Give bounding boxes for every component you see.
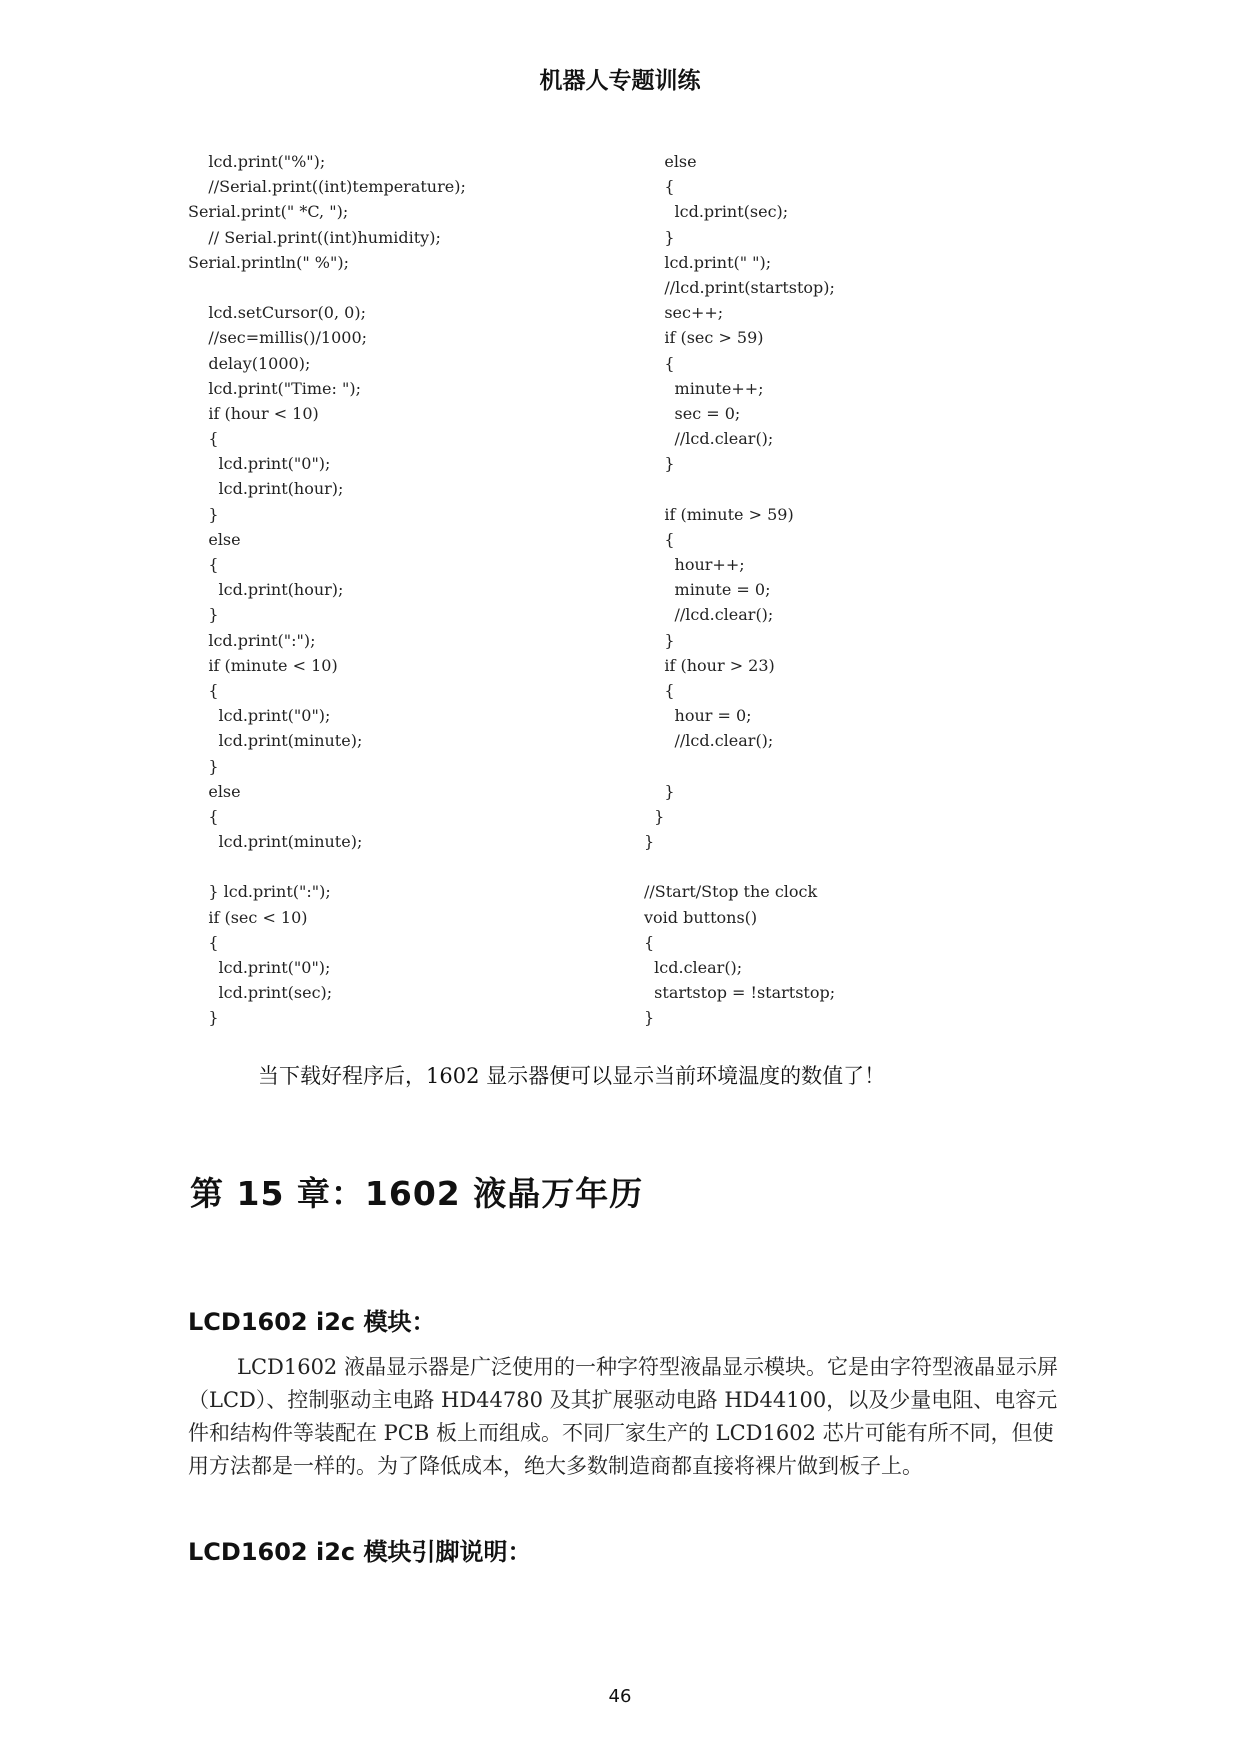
code-line: Serial.println(" %"); bbox=[188, 252, 349, 272]
code-line: void buttons() bbox=[644, 907, 758, 927]
code-line: //Serial.print((int)temperature); bbox=[188, 177, 466, 197]
code-line: lcd.print("Time: "); bbox=[188, 378, 361, 398]
code-line: //lcd.clear(); bbox=[644, 429, 774, 449]
code-line: lcd.print(hour); bbox=[188, 479, 344, 499]
code-line: lcd.print("0"); bbox=[188, 706, 331, 726]
code-line: } bbox=[644, 781, 675, 801]
code-line: if (sec < 10) bbox=[188, 907, 308, 927]
module-description-paragraph: LCD1602 液晶显示器是广泛使用的一种字符型液晶显示模块。它是由字符型液晶显示屏（LCD）、控制驱动主电路 HD44780 及其扩展驱动电路 HD44100，以及少量电阻、电容元件和结构件等装配在 PCB 板上而组成。不同厂家生产的 LCD1602 芯片可能有所不同，但使用方法都是一样的。为了降低成本，绝大多数制造商都直接将裸片做到板子上。 bbox=[188, 1355, 1058, 1478]
code-line: if (sec > 59) bbox=[644, 328, 764, 348]
code-line: delay(1000); bbox=[188, 353, 311, 373]
code-block-right bbox=[644, 149, 835, 1031]
code-line: minute++; bbox=[644, 378, 764, 398]
code-line: else bbox=[644, 152, 697, 171]
code-line: { bbox=[188, 932, 219, 952]
code-line: lcd.print(sec); bbox=[644, 202, 789, 222]
code-line: { bbox=[644, 177, 675, 197]
code-line bbox=[188, 854, 466, 879]
code-line: minute = 0; bbox=[644, 580, 771, 600]
code-line: lcd.setCursor(0, 0); bbox=[188, 303, 366, 323]
code-line: { bbox=[644, 680, 675, 700]
code-line: { bbox=[188, 806, 219, 826]
code-line: lcd.print(hour); bbox=[188, 580, 344, 600]
code-line: //Start/Stop the clock bbox=[644, 882, 818, 902]
code-line: lcd.print(":"); bbox=[188, 630, 316, 650]
code-line: { bbox=[188, 680, 219, 700]
code-line: } bbox=[644, 630, 675, 650]
code-line: { bbox=[188, 555, 219, 574]
code-line: } bbox=[644, 806, 665, 826]
code-block-left bbox=[188, 149, 466, 1031]
code-line: if (minute < 10) bbox=[188, 655, 338, 675]
code-line: { bbox=[644, 353, 675, 373]
code-line bbox=[644, 754, 835, 779]
code-line: hour = 0; bbox=[644, 706, 752, 726]
code-line: } bbox=[188, 504, 219, 524]
code-line: if (hour < 10) bbox=[188, 403, 319, 423]
code-line: if (hour > 23) bbox=[644, 655, 775, 675]
code-line: sec++; bbox=[644, 303, 724, 323]
code-line: } bbox=[644, 454, 675, 474]
code-line: else bbox=[188, 529, 241, 549]
code-line: lcd.print("0"); bbox=[188, 958, 331, 977]
code-line: { bbox=[188, 429, 219, 449]
code-line: } bbox=[188, 1008, 219, 1028]
code-line: //lcd.clear(); bbox=[644, 605, 774, 625]
code-line: lcd.print("%"); bbox=[188, 152, 326, 171]
section-heading-module: LCD1602 i2c 模块： bbox=[188, 1308, 436, 1336]
section-heading-pins: LCD1602 i2c 模块引脚说明： bbox=[188, 1538, 532, 1566]
code-line: } bbox=[644, 832, 655, 852]
code-line: lcd.clear(); bbox=[644, 958, 743, 977]
code-line: //lcd.print(startstop); bbox=[644, 277, 835, 297]
code-line: lcd.print("0"); bbox=[188, 454, 331, 474]
code-line: hour++; bbox=[644, 555, 745, 574]
code-line: } lcd.print(":"); bbox=[188, 882, 331, 902]
code-line: //sec=millis()/1000; bbox=[188, 328, 368, 348]
result-description: 当下载好程序后，1602 显示器便可以显示当前环境温度的数值了！ bbox=[258, 1064, 886, 1088]
code-line: lcd.print(" "); bbox=[644, 252, 772, 272]
code-line: } bbox=[644, 1008, 655, 1028]
code-line: lcd.print(minute); bbox=[188, 832, 363, 852]
page-number: 46 bbox=[608, 1686, 632, 1707]
code-line: if (minute > 59) bbox=[644, 504, 794, 524]
code-line: { bbox=[644, 529, 675, 549]
code-line: startstop = !startstop; bbox=[644, 983, 836, 1003]
code-line bbox=[644, 476, 835, 501]
page-header-title: 机器人专题训练 bbox=[539, 68, 701, 94]
code-line: else bbox=[188, 781, 241, 801]
code-line: } bbox=[644, 227, 675, 247]
code-line: // Serial.print((int)humidity); bbox=[188, 227, 441, 247]
code-line: lcd.print(sec); bbox=[188, 983, 333, 1003]
code-line bbox=[188, 275, 466, 300]
code-line: sec = 0; bbox=[644, 403, 741, 423]
code-line: { bbox=[644, 932, 655, 952]
code-line: lcd.print(minute); bbox=[188, 731, 363, 751]
chapter-title: 第 15 章：1602 液晶万年历 bbox=[190, 1174, 644, 1213]
code-line: //lcd.clear(); bbox=[644, 731, 774, 751]
code-line: } bbox=[188, 605, 219, 625]
code-line: } bbox=[188, 756, 219, 776]
code-line bbox=[644, 854, 835, 879]
code-line: Serial.print(" *C, "); bbox=[188, 202, 349, 222]
